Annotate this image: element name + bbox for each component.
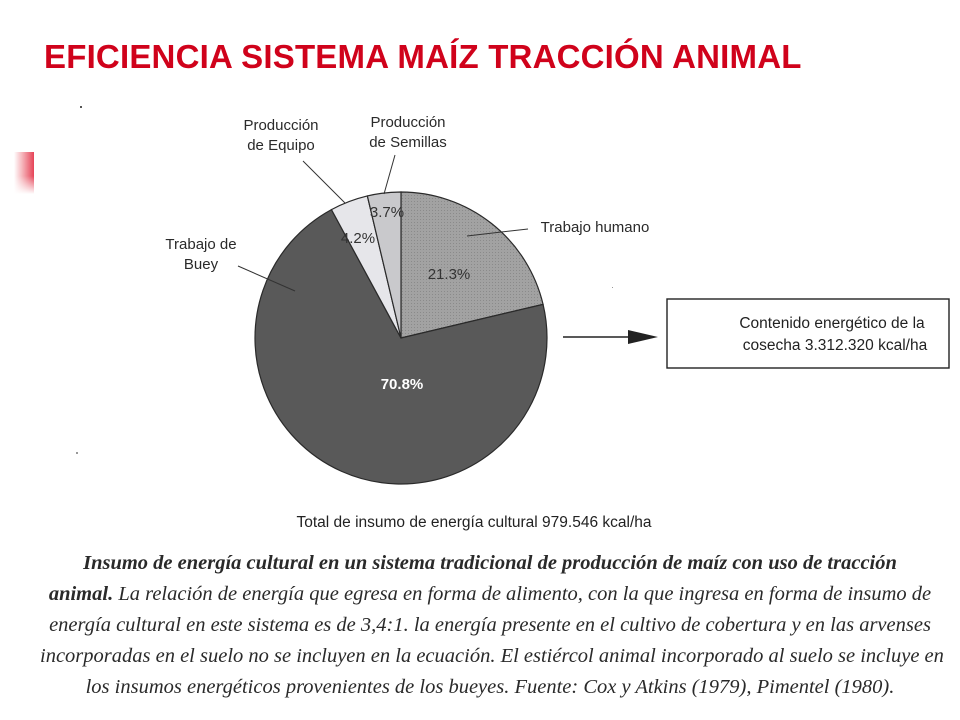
- category-label-line: de Equipo: [247, 137, 315, 154]
- category-label-line: Producción: [370, 114, 446, 131]
- output-box: [667, 299, 949, 368]
- category-label-line: Trabajo de: [165, 236, 237, 253]
- leader-line-produccion-semillas: [384, 155, 395, 194]
- category-label-trabajo-humano: [541, 219, 650, 236]
- caption-line-5: los insumos energéticos provenientes de los bueyes. Fuente: Cox y Atkins (1979), Pimentel (1980).: [85, 676, 895, 698]
- total-energy-label: Total de insumo de energía cultural 979.546 kcal/ha: [296, 514, 652, 531]
- pct-label-trabajo-humano: 21.3%: [427, 266, 471, 283]
- caption-line-3: energía cultural en este sistema es de 3,4:1. la energía presente en el cultivo de cobertura y en las arvenses: [49, 614, 931, 636]
- caption-line-1: Insumo de energía cultural en un sistema tradicional de producción de maíz con uso de tracción: [83, 552, 897, 574]
- pct-label-produccion-semillas: 3.7%: [369, 204, 405, 221]
- category-label-produccion-semillas: [369, 114, 447, 151]
- category-label-trabajo-buey: [165, 236, 236, 273]
- leader-line-produccion-equipo: [303, 161, 345, 203]
- output-box-line-1: Contenido energético de la: [739, 315, 925, 332]
- pct-label-produccion-equipo: 4.2%: [340, 230, 376, 247]
- category-label-produccion-equipo: [243, 117, 318, 154]
- category-label-line: Buey: [183, 256, 219, 273]
- category-label-line: Producción: [243, 117, 319, 134]
- caption-line-2: animal. La relación de energía que egresa en forma de alimento, con la que ingresa en forma de insumo de: [48, 583, 932, 605]
- pct-label-trabajo-buey: 70.8%: [380, 376, 424, 393]
- figure-caption: [40, 548, 944, 703]
- caption-line-4: incorporadas en el suelo no se incluyen en la ecuación. El estiércol animal incorporado al suelo se incluye en: [40, 645, 944, 667]
- output-box-line-2: cosecha 3.312.320 kcal/ha: [742, 337, 928, 354]
- page-title: EFICIENCIA SISTEMA MAÍZ TRACCIÓN ANIMAL: [44, 38, 802, 75]
- category-label-line: Trabajo humano: [540, 219, 650, 236]
- output-arrow-head: [628, 330, 658, 344]
- category-label-line: de Semillas: [369, 134, 447, 151]
